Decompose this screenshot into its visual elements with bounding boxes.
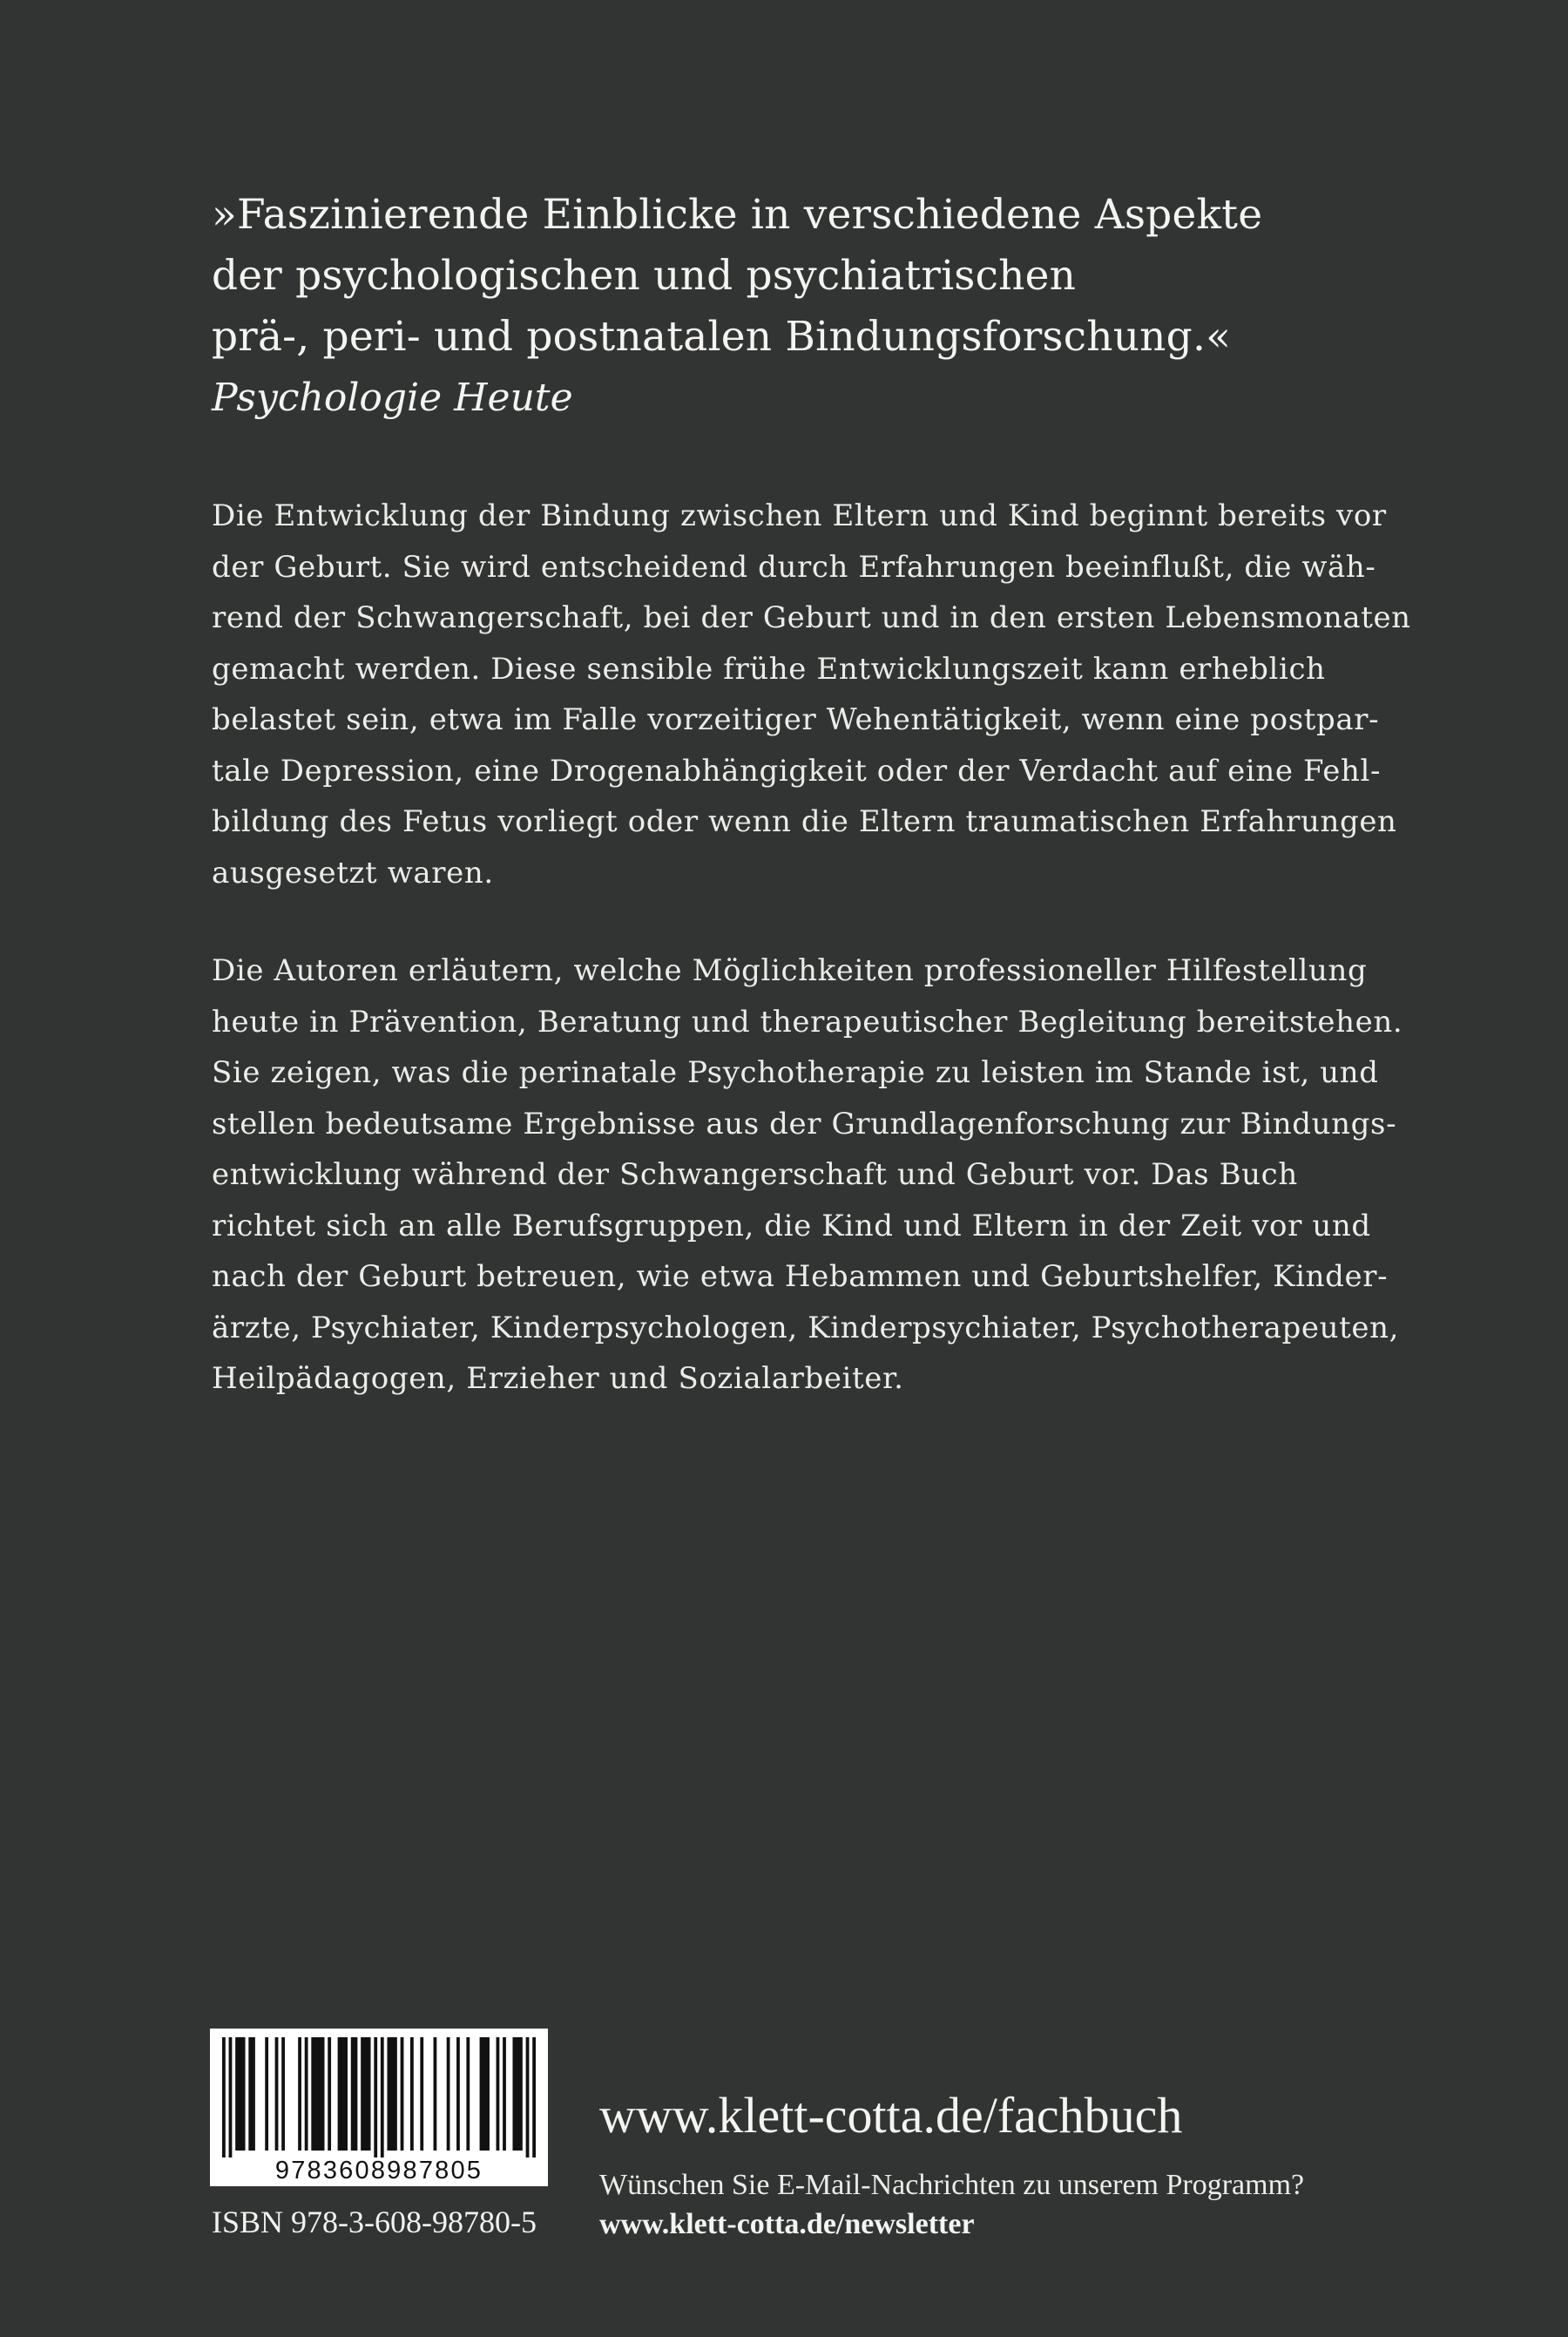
barcode-bar (532, 2037, 536, 2157)
paragraph-line: ausgesetzt waren. (212, 855, 494, 891)
barcode-bar (512, 2037, 522, 2151)
barcode-bar (466, 2037, 470, 2151)
paragraph-line: tale Depression, eine Drogenabhängigkeit oder der Verdacht auf eine Fehl- (212, 753, 1382, 789)
barcode-bar (281, 2037, 285, 2151)
newsletter-question: Wünschen Sie E-Mail-Nachrichten zu unserem Programm? (599, 2169, 1305, 2201)
quote-source: Psychologie Heute (212, 376, 573, 420)
paragraph-line: Die Autoren erläutern, welche Möglichkeiten professioneller Hilfestellung (212, 953, 1368, 988)
barcode-bar (401, 2037, 404, 2151)
quote-line: »Faszinierende Einblicke in verschiedene Aspekte (212, 191, 1263, 239)
barcode-bar (447, 2037, 450, 2151)
barcode-bar (361, 2037, 370, 2151)
barcode-bar (456, 2037, 460, 2151)
barcode-bar (222, 2037, 226, 2157)
paragraph-line: der Geburt. Sie wird entscheidend durch Erfahrungen beeinflußt, die wäh- (212, 549, 1376, 585)
barcode-bar (410, 2037, 414, 2151)
barcode-bar (387, 2037, 396, 2151)
paragraph-line: ärzte, Psychiater, Kinderpsychologen, Kinderpsychiater, Psychotherapeuten, (212, 1310, 1399, 1345)
isbn-barcode (210, 2029, 548, 2186)
barcode-bar (381, 2037, 384, 2157)
barcode-bar (420, 2037, 423, 2151)
description-paragraph-2 (212, 945, 1449, 1405)
barcode-bar (298, 2037, 301, 2151)
barcode-bar (497, 2037, 500, 2151)
quote-line: prä-, peri- und postnatalen Bindungsforschung.« (212, 313, 1232, 361)
barcode-bar (229, 2037, 233, 2157)
quote-line: der psychologischen und psychiatrischen (212, 252, 1077, 300)
barcode-graphic (210, 2029, 548, 2186)
paragraph-line: stellen bedeutsame Ergebnisse aus der Grundlagenforschung zur Bindungs- (212, 1106, 1397, 1141)
paragraph-line: gemacht werden. Diese sensible frühe Entwicklungszeit kann erheblich (212, 651, 1326, 687)
barcode-bar (305, 2037, 308, 2151)
description-paragraph-1 (212, 491, 1449, 898)
barcode-bar (351, 2037, 358, 2151)
paragraph-line: Die Entwicklung der Bindung zwischen Eltern und Kind beginnt bereits vor (212, 498, 1387, 533)
paragraph-line: Sie zeigen, was die perinatale Psychotherapie zu leisten im Stande ist, und (212, 1055, 1379, 1090)
paragraph-line: heute in Prävention, Beratung und therapeutischer Begleitung bereitstehen. (212, 1004, 1403, 1040)
paragraph-line: bildung des Fetus vorliegt oder wenn die Eltern traumatischen Erfahrungen (212, 804, 1397, 839)
paragraph-line: belastet sein, etwa im Falle vorzeitiger Wehentätigkeit, wenn eine postpar- (212, 702, 1380, 737)
barcode-digits: 9783608987805 (274, 2157, 483, 2185)
barcode-bar (434, 2037, 437, 2151)
paragraph-line: Heilpädagogen, Erzieher und Sozialarbeiter. (212, 1361, 904, 1396)
barcode-bar (265, 2037, 268, 2151)
paragraph-line: nach der Geburt betreuen, wie etwa Hebammen und Geburtshelfer, Kinder- (212, 1259, 1389, 1294)
paragraph-line: rend der Schwangerschaft, bei der Geburt und in den ersten Lebensmonaten (212, 600, 1411, 635)
barcode-bar (275, 2037, 279, 2151)
barcode-bar (248, 2037, 255, 2151)
barcode-bar (311, 2037, 324, 2151)
barcode-bar (480, 2037, 490, 2151)
barcode-bar (374, 2037, 377, 2157)
barcode-bar (503, 2037, 506, 2151)
isbn-label: ISBN 978-3-608-98780-5 (212, 2205, 537, 2239)
newsletter-link[interactable]: www.klett-cotta.de/newsletter (599, 2208, 975, 2240)
barcode-bar (338, 2037, 348, 2151)
barcode-bar (526, 2037, 530, 2157)
barcode-bar (328, 2037, 331, 2151)
publisher-website[interactable]: www.klett-cotta.de/fachbuch (599, 2087, 1183, 2144)
barcode-bar (235, 2037, 245, 2151)
paragraph-line: richtet sich an alle Berufsgruppen, die Kind und Eltern in der Zeit vor und (212, 1208, 1371, 1243)
review-quote (212, 185, 1431, 429)
paragraph-line: entwicklung während der Schwangerschaft und Geburt vor. Das Buch (212, 1157, 1298, 1192)
